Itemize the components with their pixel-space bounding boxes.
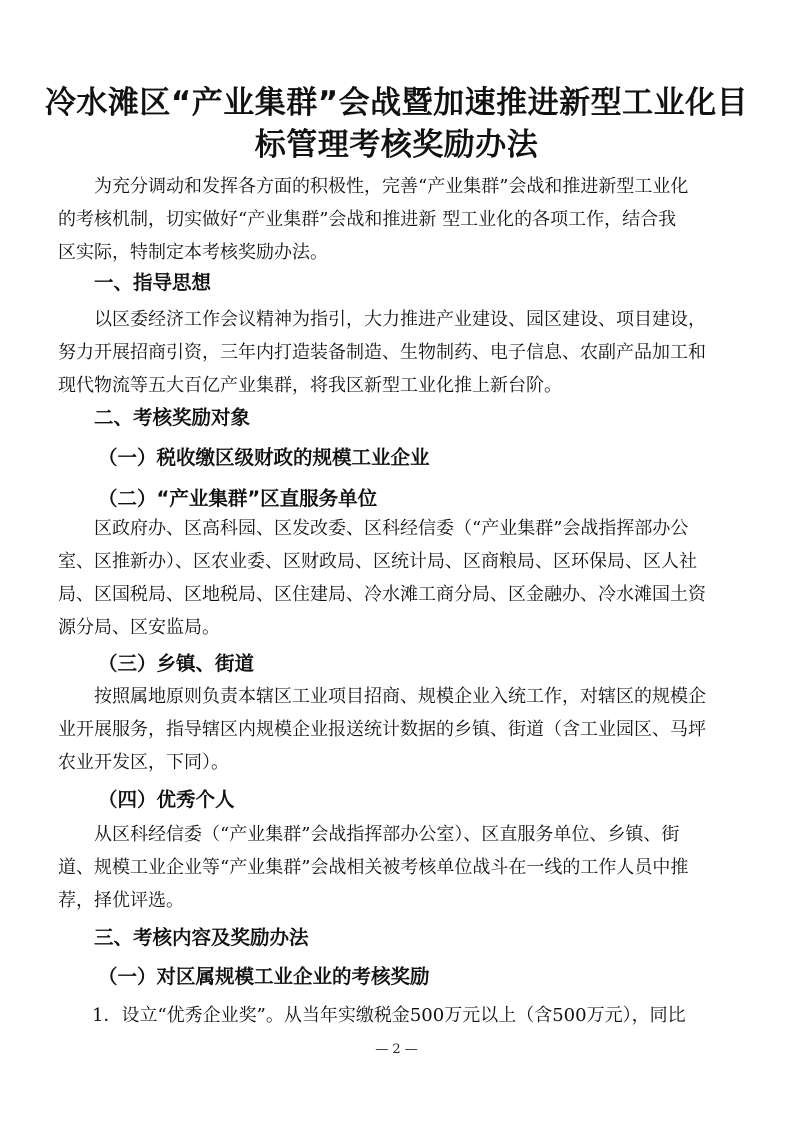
text-line: 室、区推新办）、区农业委、区财政局、区统计局、区商粮局、区环保局、区人社 (58, 551, 697, 572)
section-heading: 一、指导思想 (94, 271, 212, 294)
text-line: 农业开发区，下同）。 (58, 752, 229, 773)
page-number: — 2 — (375, 1042, 418, 1057)
text-line: 区政府办、区高科园、区发改委、区科经信委（“产业集群”会战指挥部办公 (94, 518, 689, 539)
text-line: 的考核机制，切实做好“产业集群”会战和推进新 型工业化的各项工作，结合我 (58, 209, 677, 230)
title-line: 冷水滩区“产业集群”会战暨加速推进新型工业化目 (44, 85, 749, 121)
text-line: 局、区国税局、区地税局、区住建局、冷水滩工商分局、区金融办、冷水滩国土资 (58, 584, 706, 605)
text-line: 以区委经济工作会议精神为指引，大力推进产业建设、园区建设、项目建设， (94, 309, 706, 330)
section3-sub1-paragraph (58, 999, 738, 1032)
text-line: 1．设立“优秀企业奖”。从当年实缴税金500万元以上（含500万元），同比 (92, 1005, 686, 1026)
text-line: 荐，择优评选。 (58, 890, 184, 911)
subsection-heading: （一）对区属规模工业企业的考核奖励 (98, 965, 430, 988)
document-title (40, 82, 753, 166)
subsection-heading: （一）税收缴区级财政的规模工业企业 (98, 446, 430, 469)
section2-sub2-paragraph (58, 512, 738, 644)
text-line: 现代物流等五大百亿产业集群，将我区新型工业化推上新台阶。 (58, 375, 562, 396)
text-line: 区实际，特制定本考核奖励办法。 (58, 242, 328, 263)
section2-sub4-paragraph (58, 818, 738, 917)
intro-paragraph (58, 170, 738, 269)
text-line: 源分局、区安监局。 (58, 617, 220, 638)
text-line: 为充分调动和发挥各方面的积极性，完善“产业集群”会战和推进新型工业化 (94, 176, 689, 197)
section2-sub3-paragraph (58, 680, 738, 779)
section-heading: 二、考核奖励对象 (94, 406, 251, 429)
title-line: 标管理考核奖励办法 (254, 127, 539, 163)
section1-paragraph (58, 303, 738, 402)
subsection-heading: （二）“产业集群”区直服务单位 (98, 487, 378, 510)
section-heading: 三、考核内容及奖励办法 (94, 926, 309, 949)
text-line: 业开展服务，指导辖区内规模企业报送统计数据的乡镇、街道（含工业园区、马坪 (58, 719, 706, 740)
text-line: 从区科经信委（“产业集群”会战指挥部办公室）、区直服务单位、乡镇、街 (94, 824, 680, 845)
text-line: 按照属地原则负责本辖区工业项目招商、规模企业入统工作，对辖区的规模企 (94, 686, 706, 707)
text-line: 道、规模工业企业等“产业集群”会战相关被考核单位战斗在一线的工作人员中推 (58, 857, 689, 878)
subsection-heading: （四）优秀个人 (98, 788, 235, 811)
text-line: 努力开展招商引资，三年内打造装备制造、生物制药、电子信息、农副产品加工和 (58, 342, 706, 363)
subsection-heading: （三）乡镇、街道 (98, 652, 255, 675)
